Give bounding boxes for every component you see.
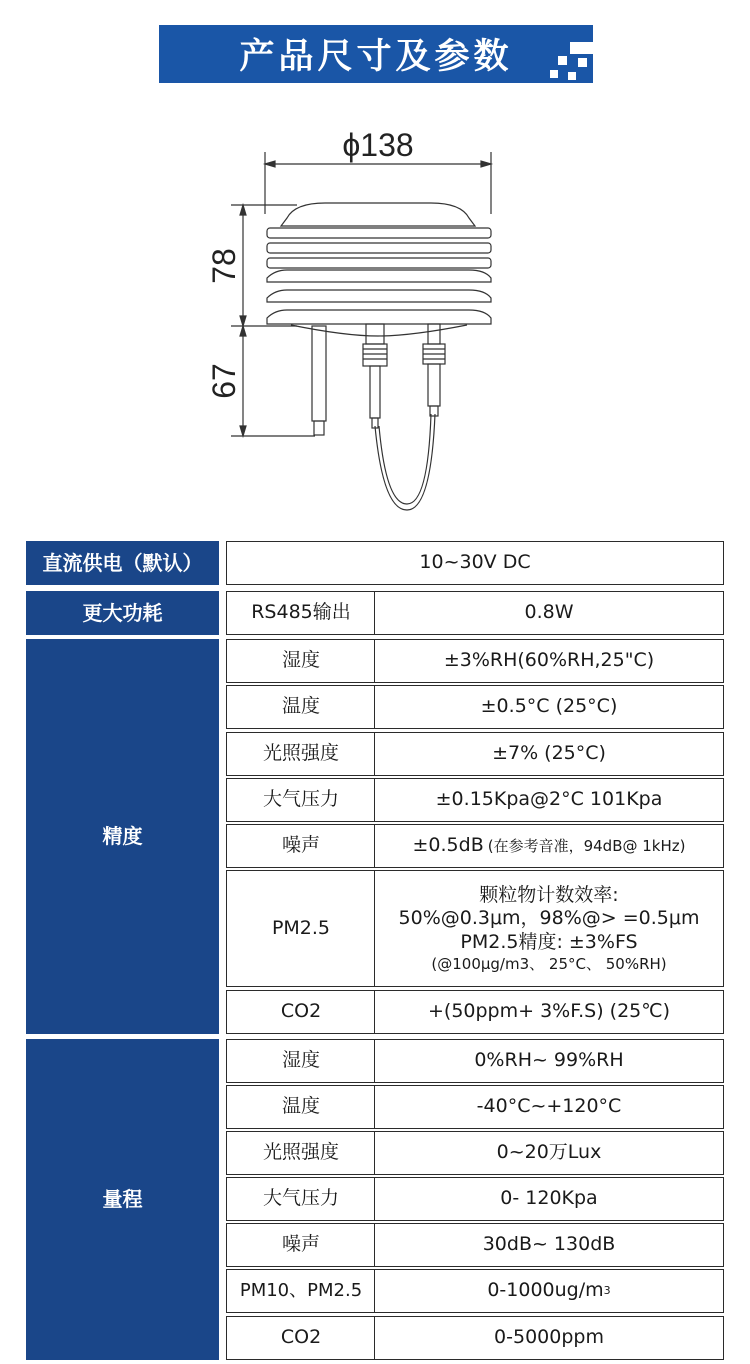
range-noise-name: 噪声 <box>281 1233 320 1256</box>
power-value-cell <box>226 541 724 585</box>
consumption-value: 0.8W <box>524 601 574 624</box>
accuracy-light-value: ±7% (25°C) <box>492 742 606 765</box>
power-header <box>26 541 219 585</box>
range-header <box>26 1039 219 1360</box>
consumption-mode: RS485输出 <box>251 601 351 624</box>
accuracy-noise-value-cell <box>374 824 724 868</box>
page-title-text: 产品尺寸及参数 <box>239 37 513 77</box>
accuracy-humidity-value: ±3%RH(60%RH,25"C) <box>443 649 655 672</box>
range-light-name-cell <box>226 1131 376 1175</box>
range-noise-value: 30dB~ 130dB <box>482 1233 616 1256</box>
range-pressure-value: 0- 120Kpa <box>500 1187 598 1210</box>
accuracy-header <box>26 639 219 1034</box>
range-temperature-value: -40°C~+120°C <box>476 1095 622 1118</box>
accuracy-co2-value-cell <box>374 990 724 1034</box>
accuracy-noise-name: 噪声 <box>281 834 320 857</box>
range-light-name: 光照强度 <box>262 1141 339 1164</box>
power-header-label: 直流供电（默认） <box>42 550 203 575</box>
range-humidity-value: 0%RH~ 99%RH <box>474 1049 624 1072</box>
accuracy-pressure-value-cell <box>374 778 724 822</box>
accuracy-light-name-cell <box>226 732 376 776</box>
accuracy-humidity-name-cell <box>226 639 376 683</box>
accuracy-co2-name-cell <box>226 990 376 1034</box>
sensor-dimension-drawing <box>195 118 515 518</box>
page-title <box>159 25 593 83</box>
height-top-label: 78 <box>206 248 242 284</box>
height-bottom-label: 67 <box>206 363 242 399</box>
accuracy-pressure-value: ±0.15Kpa@2°C 101Kpa <box>435 788 663 811</box>
range-co2-value: 0-5000ppm <box>494 1326 604 1349</box>
range-light-value-cell <box>374 1131 724 1175</box>
range-noise-name-cell <box>226 1223 376 1267</box>
accuracy-humidity-name: 湿度 <box>281 649 320 672</box>
consumption-header-label: 更大功耗 <box>82 600 163 625</box>
accuracy-pm25-value-cell <box>374 870 724 987</box>
checker-decoration <box>548 42 593 83</box>
accuracy-pm25-line-1: 颗粒物计数效率: <box>479 883 619 906</box>
range-pressure-name: 大气压力 <box>262 1187 339 1210</box>
range-temperature-name-cell <box>226 1085 376 1129</box>
accuracy-pressure-name: 大气压力 <box>262 788 339 811</box>
range-pressure-value-cell <box>374 1177 724 1221</box>
range-pm-name-cell <box>226 1269 376 1313</box>
accuracy-pm25-line-4: (@100μg/m3、 25°C、 50%RH) <box>431 954 667 973</box>
range-co2-name-cell <box>226 1316 376 1360</box>
power-value: 10~30V DC <box>419 551 531 574</box>
range-humidity-name: 湿度 <box>281 1049 320 1072</box>
accuracy-noise-value: ±0.5dB <box>412 834 484 857</box>
range-humidity-name-cell <box>226 1039 376 1083</box>
range-pm-value: 0-1000ug/m <box>487 1279 604 1302</box>
range-co2-name: CO2 <box>280 1326 322 1349</box>
accuracy-humidity-value-cell <box>374 639 724 683</box>
accuracy-co2-value: +(50ppm+ 3%F.S) (25℃) <box>427 1000 670 1023</box>
consumption-header <box>26 591 219 635</box>
diameter-label: ϕ138 <box>342 127 414 163</box>
range-temperature-value-cell <box>374 1085 724 1129</box>
accuracy-pm25-line-2: 50%@0.3μm，98%@> =0.5μm <box>398 907 700 930</box>
accuracy-temperature-name-cell <box>226 685 376 729</box>
accuracy-temperature-name: 温度 <box>281 695 320 718</box>
range-noise-value-cell <box>374 1223 724 1267</box>
range-pm-value-cell <box>374 1269 724 1313</box>
accuracy-light-name: 光照强度 <box>262 742 339 765</box>
accuracy-temperature-value: ±0.5°C (25°C) <box>480 695 618 718</box>
accuracy-light-value-cell <box>374 732 724 776</box>
accuracy-pressure-name-cell <box>226 778 376 822</box>
range-co2-value-cell <box>374 1316 724 1360</box>
accuracy-temperature-value-cell <box>374 685 724 729</box>
accuracy-header-label: 精度 <box>102 824 143 848</box>
consumption-value-cell <box>374 591 724 635</box>
accuracy-co2-name: CO2 <box>280 1000 322 1023</box>
accuracy-noise-name-cell <box>226 824 376 868</box>
range-humidity-value-cell <box>374 1039 724 1083</box>
range-pm-name: PM10、PM2.5 <box>239 1279 363 1301</box>
range-light-value: 0~20万Lux <box>496 1141 602 1164</box>
range-pm-value-superscript: 3 <box>603 1284 611 1298</box>
range-header-label: 量程 <box>102 1187 143 1211</box>
accuracy-pm25-name: PM2.5 <box>271 916 331 939</box>
consumption-mode-cell <box>226 591 376 635</box>
range-temperature-name: 温度 <box>281 1095 320 1118</box>
range-pressure-name-cell <box>226 1177 376 1221</box>
accuracy-noise-note: (在参考音准，94dB@ 1kHz) <box>487 836 686 855</box>
accuracy-pm25-name-cell <box>226 870 376 987</box>
accuracy-pm25-line-3: PM2.5精度: ±3%FS <box>460 931 638 953</box>
